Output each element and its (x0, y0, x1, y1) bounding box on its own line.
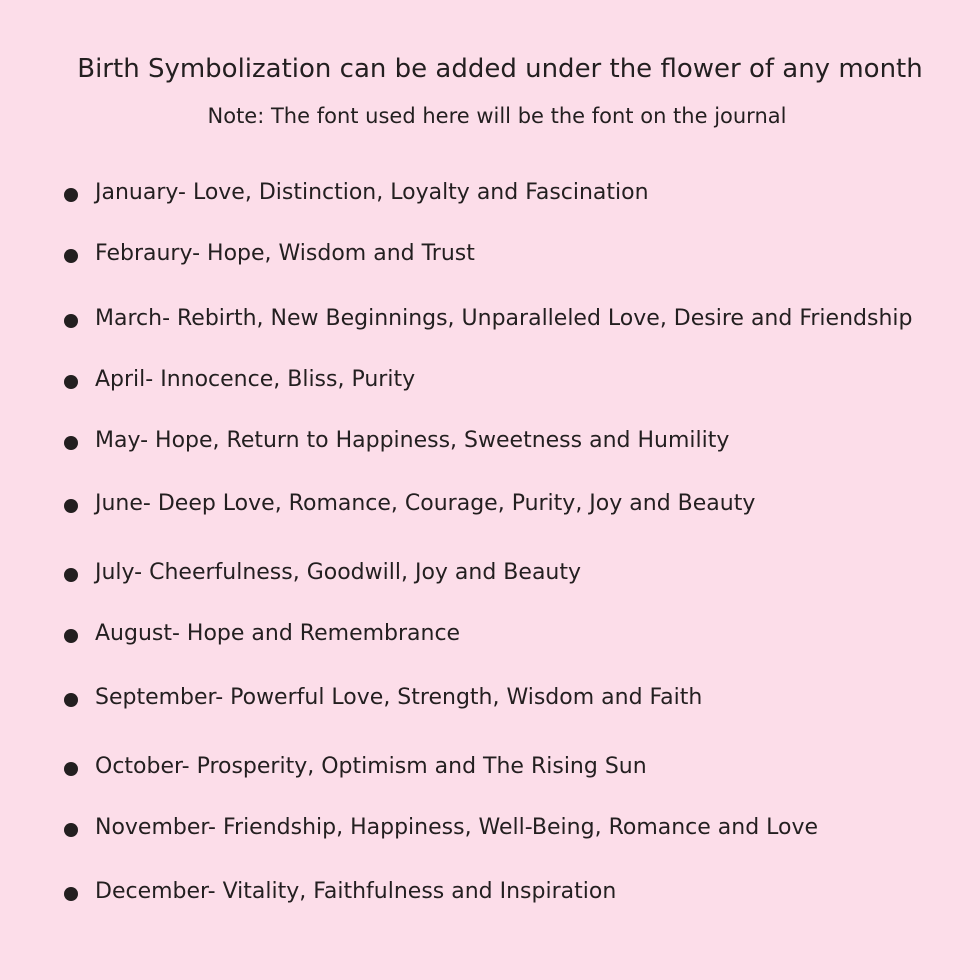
list-item-text: November- Friendship, Happiness, Well-Being, Romance and Love (95, 815, 819, 840)
list-item-january (0, 178, 980, 208)
list-item-february (0, 239, 980, 269)
bullet-icon (64, 629, 78, 643)
list-item-text: December- Vitality, Faithfulness and Inspiration (95, 879, 617, 904)
list-item-text: July- Cheerfulness, Goodwill, Joy and Beauty (95, 560, 582, 585)
font-note: Note: The font used here will be the font on the journal (207, 104, 787, 128)
bullet-icon (64, 762, 78, 776)
list-item-text: March- Rebirth, New Beginnings, Unparalleled Love, Desire and Friendship (95, 306, 913, 331)
list-item-march (0, 304, 980, 334)
list-item-text: October- Prosperity, Optimism and The Rising Sun (95, 754, 647, 779)
bullet-icon (64, 823, 78, 837)
page-title: Birth Symbolization can be added under the flower of any month (77, 54, 923, 84)
list-item-text: January- Love, Distinction, Loyalty and Fascination (95, 180, 649, 205)
list-item-text: May- Hope, Return to Happiness, Sweetness and Humility (95, 428, 730, 453)
list-item-november (0, 813, 980, 843)
list-item-august (0, 619, 980, 649)
list-item-text: Febraury- Hope, Wisdom and Trust (95, 241, 475, 266)
list-item-text: April- Innocence, Bliss, Purity (95, 367, 416, 392)
list-item-may (0, 426, 980, 456)
bullet-icon (64, 188, 78, 202)
bullet-icon (64, 568, 78, 582)
list-item-september (0, 683, 980, 713)
list-item-april (0, 365, 980, 395)
list-item-october (0, 752, 980, 782)
bullet-icon (64, 314, 78, 328)
list-item-text: June- Deep Love, Romance, Courage, Purity, Joy and Beauty (95, 491, 756, 516)
bullet-icon (64, 375, 78, 389)
bullet-icon (64, 887, 78, 901)
bullet-icon (64, 436, 78, 450)
bullet-icon (64, 499, 78, 513)
list-item-text: September- Powerful Love, Strength, Wisdom and Faith (95, 685, 703, 710)
list-item-text: August- Hope and Remembrance (95, 621, 461, 646)
list-item-december (0, 877, 980, 907)
list-item-july (0, 558, 980, 588)
bullet-icon (64, 693, 78, 707)
list-item-june (0, 489, 980, 519)
bullet-icon (64, 249, 78, 263)
